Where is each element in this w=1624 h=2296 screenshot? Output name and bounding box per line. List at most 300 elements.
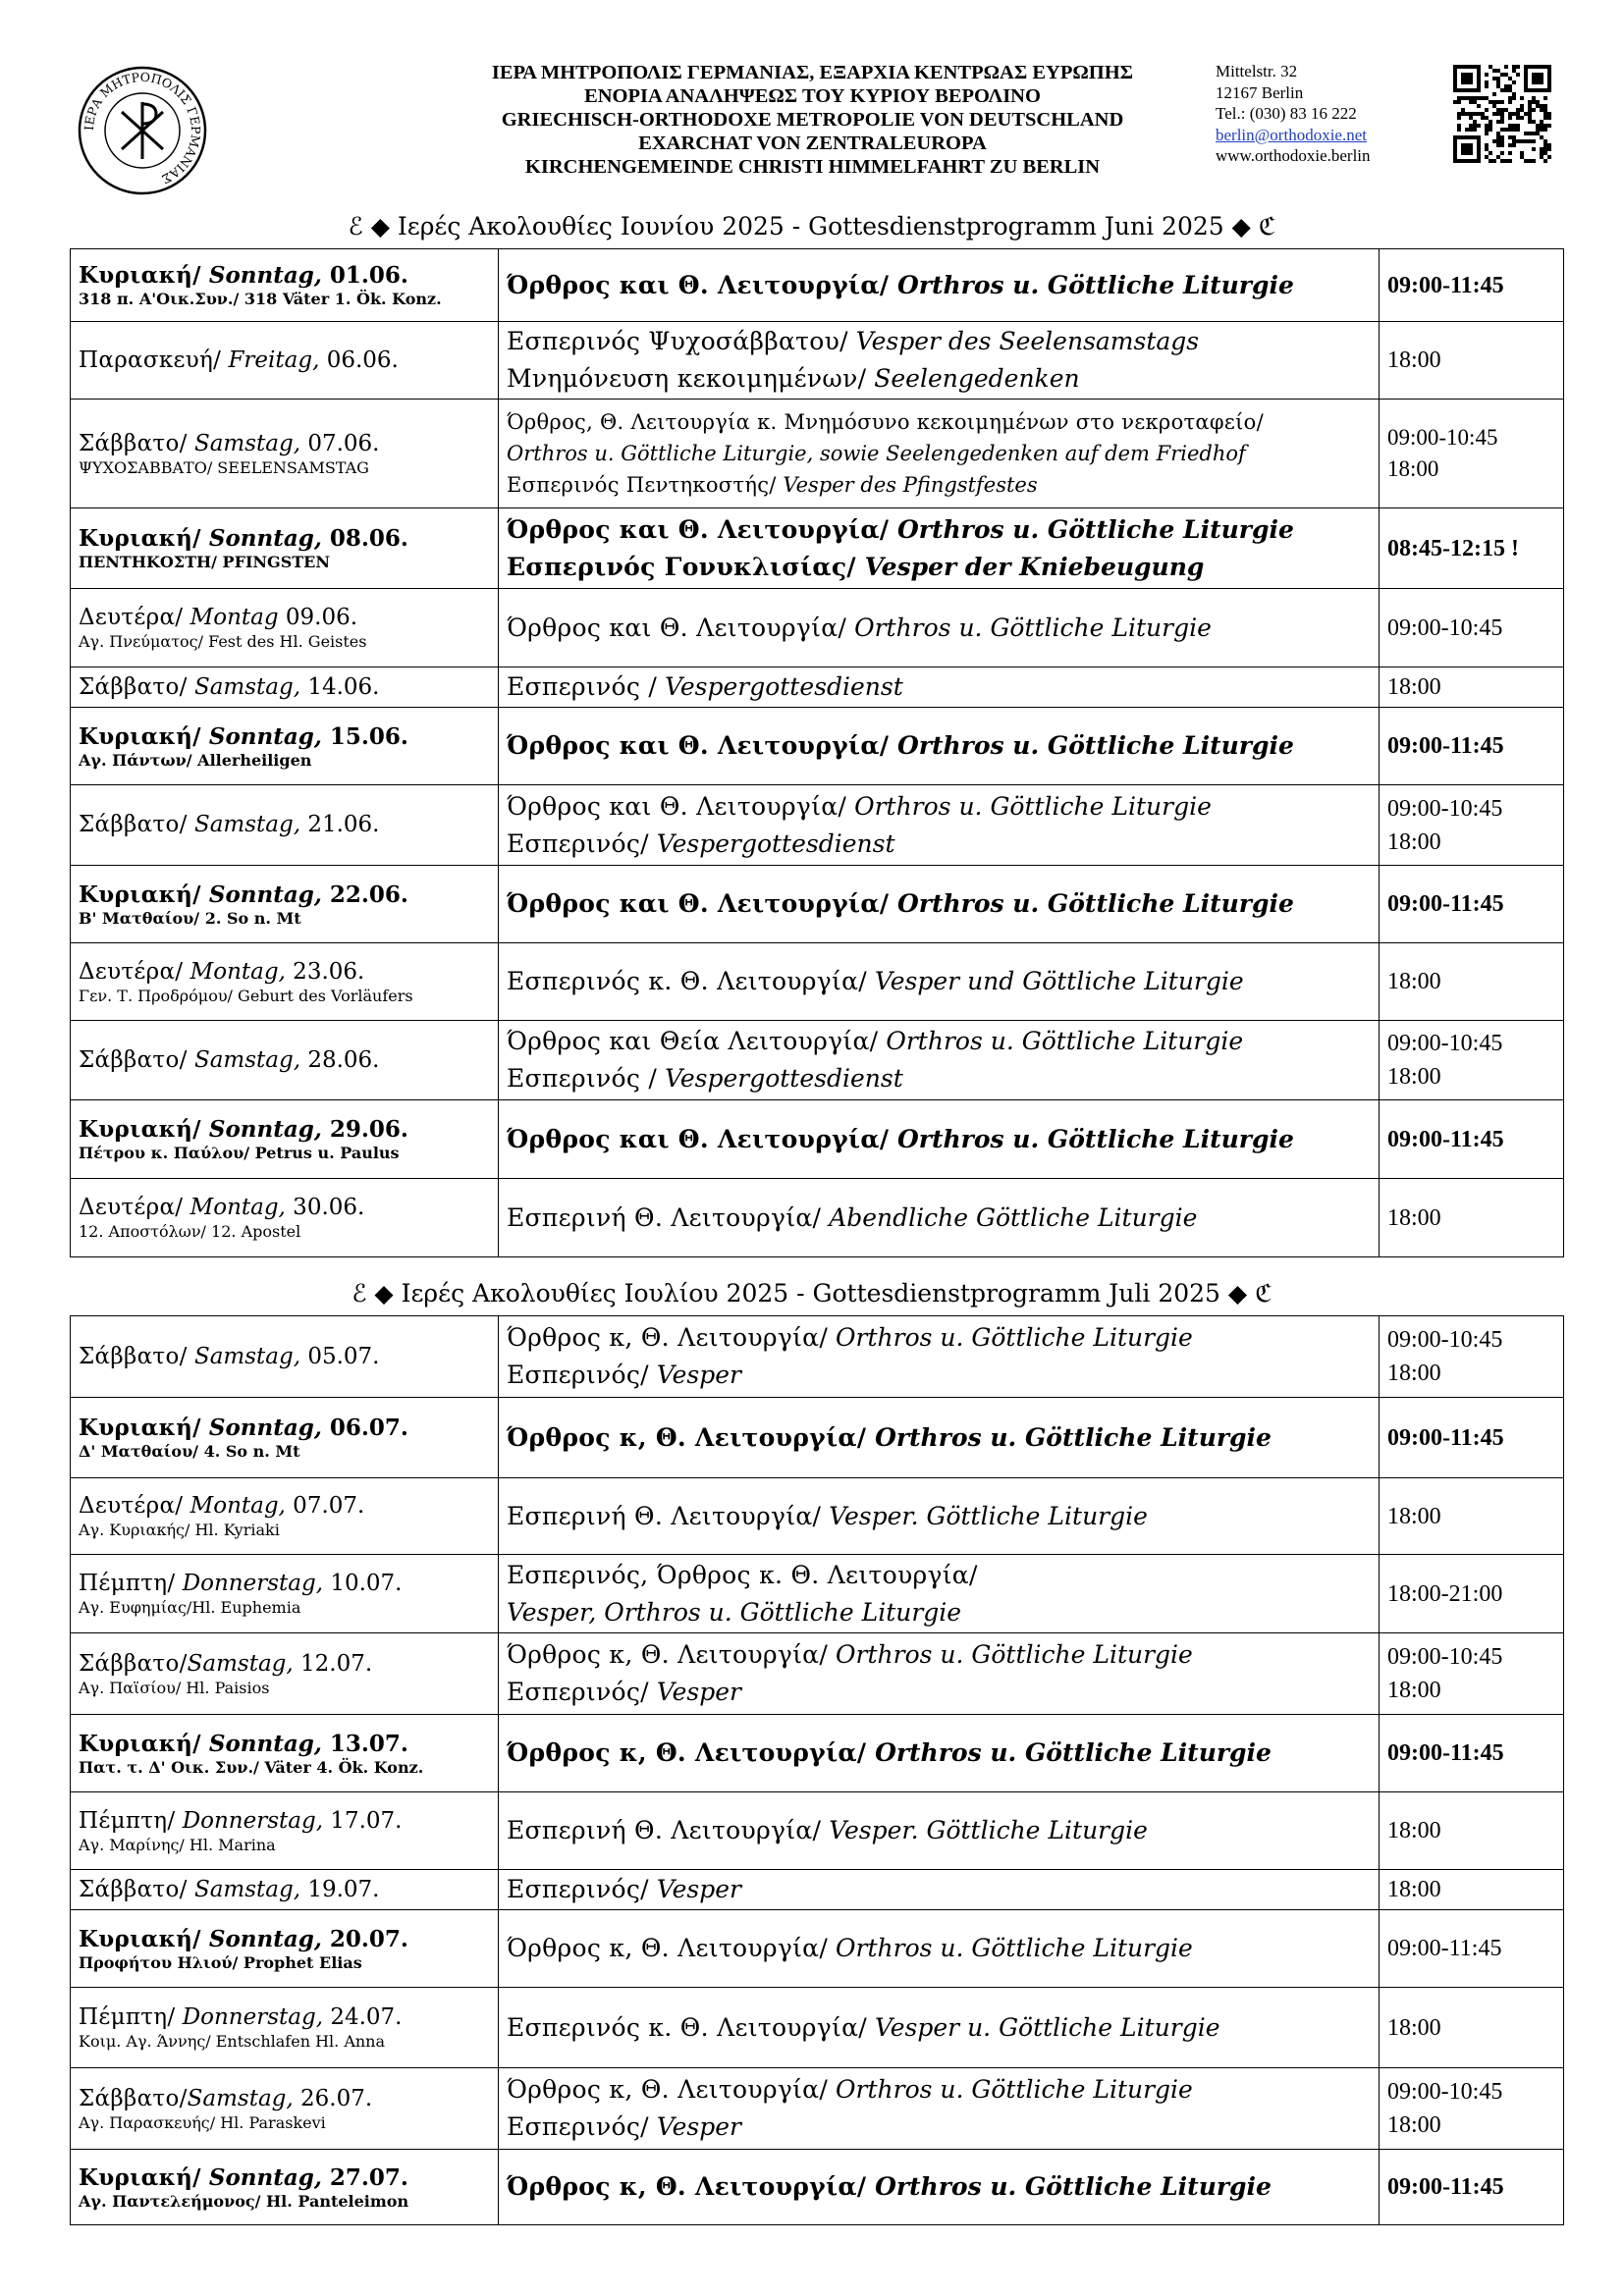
time-cell <box>1380 866 1564 943</box>
service-german: Orthros u. Göttliche Liturgie, sowie Seelengedenken auf dem Friedhof <box>507 442 1246 465</box>
service-cell <box>499 785 1380 866</box>
service-greek: Όρθρος και Θ. Λειτουργία/ <box>507 270 890 299</box>
service-cell <box>499 708 1380 785</box>
service-time: 09:00-10:45 <box>1387 795 1503 822</box>
day-german: Sonntag, <box>200 525 322 552</box>
day-german: Samstag, <box>187 430 301 456</box>
table-row <box>71 1316 1564 1398</box>
service-greek: Εσπερινή Θ. Λειτουργία/ <box>507 1501 822 1530</box>
day-german: Donnerstag, <box>175 2004 324 2030</box>
service-time: 18:00 <box>1387 347 1441 373</box>
service-german: Vesper und Göttliche Liturgie <box>867 967 1244 995</box>
service-greek: Όρθρος κ, Θ. Λειτουργία/ <box>507 1323 829 1352</box>
day-german: Donnerstag, <box>175 1807 324 1834</box>
service-greek: Εσπερινός/ <box>507 1678 649 1706</box>
day-greek: Κυριακή/ <box>79 722 201 750</box>
feast-name: 318 π. Α'Οικ.Συν./ 318 Väter 1. Ök. Konz. <box>79 290 442 308</box>
date: 23.06. <box>285 958 365 985</box>
service-cell <box>499 866 1380 943</box>
date-cell <box>71 1792 499 1870</box>
service-greek: Εσπερινός / <box>507 672 658 701</box>
date: 07.07. <box>285 1493 365 1519</box>
service-cell <box>499 508 1380 589</box>
time-cell <box>1380 1478 1564 1555</box>
time-cell <box>1380 1021 1564 1100</box>
service-cell <box>499 1478 1380 1555</box>
service-cell <box>499 943 1380 1021</box>
date: 29.06. <box>321 1116 408 1143</box>
date-cell <box>71 1021 499 1100</box>
date-cell <box>71 1910 499 1988</box>
feast-name: Δ' Ματθαίου/ 4. So n. Mt <box>79 1442 300 1461</box>
section-title: ℰ ◆ Ιερές Ακολουθίες Ιουνίου 2025 - Gottesdienstprogramm Juni 2025 ◆ ℭ <box>348 212 1276 240</box>
date: 09.06. <box>278 605 358 630</box>
table-row <box>71 1100 1564 1179</box>
service-greek: Όρθρος και Θ. Λειτουργία/ <box>507 613 847 642</box>
service-german: Orthros u. Göttliche Liturgie <box>828 2075 1193 2104</box>
time-cell <box>1380 1398 1564 1478</box>
service-time: 18:00 <box>1387 1818 1441 1843</box>
day-greek: Δευτέρα/ <box>79 958 184 985</box>
feast-name: Αγ. Παντελεήμονος/ Hl. Panteleimon <box>79 2191 409 2211</box>
service-cell <box>499 589 1380 667</box>
service-german: Vespergottesdienst <box>648 828 895 858</box>
day-german: Montag, <box>183 1493 286 1519</box>
day-german: Sonntag, <box>200 1925 322 1952</box>
service-time: 18:00 <box>1387 1877 1441 1902</box>
date: 30.06. <box>285 1195 365 1220</box>
date: 24.07. <box>323 2004 403 2030</box>
service-cell <box>499 1715 1380 1792</box>
header-line: GRIECHISCH-ORTHODOXE METROPOLIE VON DEUTSCHLAND <box>501 109 1124 131</box>
service-german: Orthros u. Göttliche Liturgie <box>866 2172 1272 2201</box>
service-german: Orthros u. Göttliche Liturgie <box>828 1323 1193 1352</box>
day-greek: Σάββατο/ <box>79 1046 188 1073</box>
day-german: Sonntag, <box>200 262 322 289</box>
service-greek: Εσπερινός/ <box>507 1361 649 1389</box>
time-cell <box>1380 943 1564 1021</box>
time-cell <box>1380 1179 1564 1257</box>
header-line: ΕΝΟΡΙΑ ΑΝΑΛΗΨΕΩΣ ΤΟΥ ΚΥΡΙΟΥ ΒΕΡΟΛΙΝΟ <box>584 85 1041 107</box>
service-cell <box>499 1398 1380 1478</box>
service-german: Orthros u. Göttliche Liturgie <box>828 1640 1193 1669</box>
service-greek: Όρθρος και Θ. Λειτουργία/ <box>507 514 890 544</box>
date-cell <box>71 1715 499 1792</box>
service-german: Orthros u. Göttliche Liturgie <box>878 1027 1244 1055</box>
date: 14.06. <box>300 673 380 700</box>
time-cell <box>1380 1910 1564 1988</box>
date: 12.07. <box>293 1650 373 1677</box>
service-cell <box>499 1792 1380 1870</box>
service-cell <box>499 1555 1380 1633</box>
header-line: KIRCHENGEMEINDE CHRISTI HIMMELFAHRT ZU BERLIN <box>524 156 1101 178</box>
time-cell <box>1380 1870 1564 1910</box>
service-time: 18:00 <box>1387 2014 1441 2041</box>
table-row <box>71 1715 1564 1792</box>
day-german: Freitag, <box>221 347 320 373</box>
service-german: Orthros u. Göttliche Liturgie <box>889 889 1294 918</box>
date-cell <box>71 508 499 589</box>
service-time: 18:00 <box>1387 674 1441 700</box>
date-cell <box>71 322 499 400</box>
date: 15.06. <box>321 722 408 750</box>
service-german: Vesper <box>648 1361 741 1389</box>
day-greek: Σάββατο/ <box>79 1650 188 1677</box>
day-german: Sonntag, <box>200 1730 322 1757</box>
table-row <box>71 2150 1564 2225</box>
date: 08.06. <box>321 525 408 552</box>
day-german: Samstag, <box>187 1343 301 1369</box>
date-cell <box>71 2068 499 2150</box>
service-greek: Εσπερινός/ <box>507 2112 649 2141</box>
time-cell <box>1380 1100 1564 1179</box>
table-row <box>71 508 1564 589</box>
service-german: Orthros u. Göttliche Liturgie <box>866 1738 1272 1767</box>
day-greek: Πέμπτη/ <box>79 1807 176 1834</box>
day-german: Samstag, <box>187 1046 301 1073</box>
service-time: 09:00-11:45 <box>1387 891 1504 917</box>
service-german: Orthros u. Göttliche Liturgie <box>889 731 1294 760</box>
date: 20.07. <box>321 1925 408 1952</box>
header-line: EXARCHAT VON ZENTRALEUROPA <box>638 133 987 154</box>
service-cell <box>499 1179 1380 1257</box>
table-row <box>71 1870 1564 1910</box>
service-german: Vesper <box>648 1875 741 1903</box>
table-row <box>71 667 1564 708</box>
service-german: Vesper <box>648 1678 741 1706</box>
date: 21.06. <box>300 812 380 837</box>
time-cell <box>1380 2150 1564 2225</box>
time-cell <box>1380 2068 1564 2150</box>
metropolis-seal-logo <box>77 65 208 196</box>
service-time: 09:00-10:45 <box>1387 614 1503 641</box>
service-greek: Όρθρος και Θεία Λειτουργία/ <box>507 1027 879 1055</box>
feast-name: Αγ. Πνεύματος/ Fest des Hl. Geistes <box>79 632 367 651</box>
service-time: 08:45-12:15 ! <box>1387 535 1519 561</box>
contact-city: 12167 Berlin <box>1216 82 1304 102</box>
day-german: Sonntag, <box>200 881 322 908</box>
day-greek: Δευτέρα/ <box>79 605 184 630</box>
service-german: Vesper der Kniebeugung <box>855 552 1205 581</box>
service-greek: Όρθρος κ, Θ. Λειτουργία/ <box>507 1640 829 1669</box>
service-german: Vesper des Pfingstfestes <box>776 473 1038 497</box>
day-german: Sonntag, <box>200 722 322 750</box>
table-row <box>71 1021 1564 1100</box>
service-german: Vesper <box>648 2112 741 2141</box>
feast-name: Πατ. τ. Δ' Οικ. Συν./ Väter 4. Ök. Konz. <box>79 1757 424 1777</box>
time-cell <box>1380 1633 1564 1715</box>
service-time: 09:00-11:45 <box>1387 1126 1504 1152</box>
service-german: Vespergottesdienst <box>657 1064 903 1093</box>
service-cell <box>499 2068 1380 2150</box>
time-cell <box>1380 508 1564 589</box>
day-greek: Σάββατο/ <box>79 2085 188 2111</box>
table-row <box>71 1792 1564 1870</box>
day-german: Sonntag, <box>200 1116 322 1143</box>
feast-name: Κοιμ. Αγ. Άννης/ Entschlafen Hl. Anna <box>79 2032 386 2051</box>
date-cell <box>71 2150 499 2225</box>
table-row <box>71 1988 1564 2068</box>
time-cell <box>1380 1555 1564 1633</box>
service-german: Vesper. Göttliche Liturgie <box>821 1501 1148 1530</box>
day-german: Montag, <box>183 958 286 985</box>
date-cell <box>71 1870 499 1910</box>
time-cell <box>1380 1988 1564 2068</box>
service-cell <box>499 322 1380 400</box>
date: 22.06. <box>321 881 408 908</box>
service-greek: Όρθρος κ, Θ. Λειτουργία/ <box>507 1934 829 1962</box>
service-time: 09:00-10:45 <box>1387 425 1498 450</box>
header-line: ΙΕΡΑ ΜΗΤΡΟΠΟΛΙΣ ΓΕΡΜΑΝΙΑΣ, ΕΞΑΡΧΙΑ ΚΕΝΤΡΩΑΣ ΕΥΡΩΠΗΣ <box>491 62 1134 83</box>
date-cell <box>71 1316 499 1398</box>
service-german: Vesper des Seelensamstags <box>847 327 1200 355</box>
service-time: 18:00 <box>1387 2112 1441 2138</box>
service-cell <box>499 1021 1380 1100</box>
service-greek: Εσπερινός Πεντηκοστής/ <box>507 473 777 497</box>
time-cell <box>1380 667 1564 708</box>
feast-name: Προφήτου Ηλιού/ Prophet Elias <box>79 1952 362 1972</box>
feast-name: Αγ. Ευφημίας/Hl. Euphemia <box>79 1598 301 1617</box>
time-cell <box>1380 1792 1564 1870</box>
parish-header <box>432 61 1193 179</box>
date: 17.07. <box>323 1807 403 1834</box>
service-german: Orthros u. Göttliche Liturgie <box>889 270 1294 299</box>
date-cell <box>71 1988 499 2068</box>
date-cell <box>71 589 499 667</box>
service-time: 09:00-11:45 <box>1387 1936 1502 1961</box>
day-greek: Σάββατο/ <box>79 1876 188 1902</box>
service-time: 09:00-10:45 <box>1387 2079 1503 2105</box>
service-time: 09:00-11:45 <box>1387 2174 1504 2200</box>
service-cell <box>499 1988 1380 2068</box>
service-german: Vesper. Göttliche Liturgie <box>821 1816 1148 1844</box>
service-greek: Όρθρος και Θ. Λειτουργία/ <box>507 731 890 760</box>
date-cell <box>71 1478 499 1555</box>
service-time: 09:00-10:45 <box>1387 1031 1503 1056</box>
service-greek: Εσπερινός κ. Θ. Λειτουργία/ <box>507 2012 868 2042</box>
service-greek: Εσπερινός κ. Θ. Λειτουργία/ <box>507 967 868 995</box>
contact-website[interactable]: www.orthodoxie.berlin <box>1216 146 1371 165</box>
service-greek: Όρθρος και Θ. Λειτουργία/ <box>507 1124 890 1153</box>
date-cell <box>71 943 499 1021</box>
day-greek: Πέμπτη/ <box>79 2004 176 2030</box>
service-german: Vespergottesdienst <box>657 672 903 701</box>
feast-name: ΨΥΧΟΣΑΒΒΑΤΟ/ SEELENSAMSTAG <box>79 457 369 477</box>
table-row <box>71 708 1564 785</box>
service-german: Orthros u. Göttliche Liturgie <box>889 514 1294 544</box>
service-cell <box>499 1100 1380 1179</box>
table-row <box>71 322 1564 400</box>
day-german: Samstag, <box>187 1650 294 1677</box>
date-cell <box>71 866 499 943</box>
service-cell <box>499 249 1380 322</box>
service-german: Orthros u. Göttliche Liturgie <box>828 1934 1193 1962</box>
day-german: Samstag, <box>187 812 301 837</box>
date: 06.06. <box>319 347 399 373</box>
day-german: Sonntag, <box>200 1415 322 1441</box>
schedule-table <box>70 1315 1564 2225</box>
service-greek: Εσπερινός / <box>507 1064 658 1093</box>
service-greek: Εσπερινός/ <box>507 828 649 858</box>
service-time: 18:00 <box>1387 1361 1441 1386</box>
date-cell <box>71 1179 499 1257</box>
date: 10.07. <box>323 1571 403 1596</box>
service-time: 18:00 <box>1387 828 1441 855</box>
date-cell <box>71 708 499 785</box>
contact-block <box>1216 61 1371 167</box>
date-cell <box>71 1633 499 1715</box>
service-greek: Όρθρος, Θ. Λειτουργία κ. Μνημόσυνο κεκοιμημένων στο νεκροταφείο/ <box>507 410 1264 434</box>
day-greek: Κυριακή/ <box>79 1415 201 1441</box>
service-cell <box>499 667 1380 708</box>
service-time: 18:00 <box>1387 1204 1441 1231</box>
service-time: 09:00-10:45 <box>1387 1644 1503 1670</box>
schedule-table <box>70 248 1564 1257</box>
date-cell <box>71 400 499 508</box>
day-greek: Δευτέρα/ <box>79 1493 184 1519</box>
service-german: Vesper u. Göttliche Liturgie <box>867 2012 1220 2042</box>
time-cell <box>1380 589 1564 667</box>
service-greek: Όρθρος και Θ. Λειτουργία/ <box>507 791 847 821</box>
feast-name: Αγ. Πάντων/ Allerheiligen <box>79 750 312 770</box>
service-greek: Όρθρος κ, Θ. Λειτουργία/ <box>507 2075 829 2104</box>
date: 01.06. <box>321 262 408 289</box>
date-cell <box>71 785 499 866</box>
qr-code-icon <box>1453 65 1551 163</box>
service-greek: Εσπερινός Ψυχοσάββατου/ <box>507 327 848 355</box>
feast-name: 12. Αποστόλων/ 12. Apostel <box>79 1222 301 1241</box>
time-cell <box>1380 1715 1564 1792</box>
service-greek: Όρθρος κ, Θ. Λειτουργία/ <box>507 1422 867 1452</box>
table-row <box>71 400 1564 508</box>
contact-email-link[interactable]: berlin@orthodoxie.net <box>1216 125 1367 144</box>
service-greek: Εσπερινός, Όρθρος κ. Θ. Λειτουργία/ <box>507 1560 978 1589</box>
table-row <box>71 1555 1564 1633</box>
service-greek: Εσπερινή Θ. Λειτουργία/ <box>507 1202 822 1232</box>
day-german: Samstag, <box>187 1876 301 1902</box>
service-german: Orthros u. Göttliche Liturgie <box>846 791 1212 821</box>
service-time: 18:00 <box>1387 1678 1441 1703</box>
service-german: Vesper, Orthros u. Göttliche Liturgie <box>507 1597 962 1627</box>
day-greek: Κυριακή/ <box>79 1925 201 1952</box>
service-german: Orthros u. Göttliche Liturgie <box>866 1422 1272 1452</box>
day-german: Samstag, <box>187 673 301 700</box>
day-greek: Σάββατο/ <box>79 1343 188 1369</box>
service-time: 09:00-11:45 <box>1387 1424 1504 1451</box>
feast-name: Αγ. Κυριακής/ Hl. Kyriaki <box>79 1521 280 1539</box>
time-cell <box>1380 400 1564 508</box>
day-greek: Κυριακή/ <box>79 262 201 289</box>
date-cell <box>71 249 499 322</box>
day-german: Montag <box>183 605 279 630</box>
table-row <box>71 1633 1564 1715</box>
date: 06.07. <box>321 1415 408 1441</box>
svg-text:ΙΕΡΑ ΜΗΤΡΟΠΟΛΙΣ ΓΕΡΜΑΝΙΑΣ: ΙΕΡΑ ΜΗΤΡΟΠΟΛΙΣ ΓΕΡΜΑΝΙΑΣ <box>81 69 204 187</box>
feast-name: Πέτρου κ. Παύλου/ Petrus u. Paulus <box>79 1144 400 1162</box>
service-german: Abendliche Göttliche Liturgie <box>821 1202 1198 1232</box>
feast-name: Αγ. Μαρίνης/ Hl. Marina <box>79 1835 276 1854</box>
service-cell <box>499 1316 1380 1398</box>
service-greek: Εσπερινός Γονυκλισίας/ <box>507 552 856 581</box>
table-row <box>71 249 1564 322</box>
date-cell <box>71 1555 499 1633</box>
time-cell <box>1380 249 1564 322</box>
service-time: 18:00 <box>1387 1064 1441 1090</box>
service-time: 18:00 <box>1387 1503 1441 1529</box>
section-title: ℰ ◆ Ιερές Ακολουθίες Ιουλίου 2025 - Gottesdienstprogramm Juli 2025 ◆ ℭ <box>352 1279 1272 1308</box>
day-german: Sonntag, <box>200 2163 322 2191</box>
day-greek: Κυριακή/ <box>79 1730 201 1757</box>
contact-phone: Tel.: (030) 83 16 222 <box>1216 104 1357 123</box>
day-greek: Κυριακή/ <box>79 881 201 908</box>
service-greek: Εσπερινή Θ. Λειτουργία/ <box>507 1816 822 1844</box>
feast-name: Αγ. Παϊσίου/ Hl. Paisios <box>79 1678 270 1697</box>
time-cell <box>1380 785 1564 866</box>
day-greek: Κυριακή/ <box>79 1116 201 1143</box>
service-greek: Όρθρος κ, Θ. Λειτουργία/ <box>507 2172 867 2201</box>
day-german: Montag, <box>183 1195 286 1220</box>
time-cell <box>1380 1316 1564 1398</box>
day-german: Samstag, <box>187 2085 294 2111</box>
service-greek: Όρθρος κ, Θ. Λειτουργία/ <box>507 1738 867 1767</box>
service-german: Orthros u. Göttliche Liturgie <box>889 1124 1294 1153</box>
service-cell <box>499 1910 1380 1988</box>
date: 05.07. <box>300 1343 380 1369</box>
feast-name: Αγ. Παρασκευής/ Hl. Paraskevi <box>79 2112 326 2132</box>
date: 26.07. <box>293 2085 373 2111</box>
service-cell <box>499 400 1380 508</box>
date-cell <box>71 1100 499 1179</box>
service-cell <box>499 1633 1380 1715</box>
day-greek: Σάββατο/ <box>79 812 188 837</box>
service-greek: Εσπερινός/ <box>507 1875 649 1903</box>
day-greek: Παρασκευή/ <box>79 347 222 373</box>
contact-street: Mittelstr. 32 <box>1216 62 1298 80</box>
service-german: Orthros u. Göttliche Liturgie <box>846 613 1212 642</box>
service-time: 18:00 <box>1387 456 1439 481</box>
service-time: 18:00-21:00 <box>1387 1580 1503 1607</box>
table-row <box>71 589 1564 667</box>
feast-name: Β' Ματθαίου/ 2. So n. Mt <box>79 908 301 928</box>
day-greek: Πέμπτη/ <box>79 1571 176 1596</box>
service-time: 09:00-10:45 <box>1387 1327 1503 1353</box>
date: 28.06. <box>300 1046 380 1073</box>
day-greek: Κυριακή/ <box>79 2163 201 2191</box>
service-cell <box>499 1870 1380 1910</box>
day-greek: Κυριακή/ <box>79 525 201 552</box>
date-cell <box>71 667 499 708</box>
day-greek: Σάββατο/ <box>79 673 188 700</box>
day-german: Donnerstag, <box>175 1571 324 1596</box>
table-row <box>71 785 1564 866</box>
service-time: 09:00-11:45 <box>1387 272 1504 298</box>
date: 19.07. <box>300 1876 380 1902</box>
table-row <box>71 1179 1564 1257</box>
time-cell <box>1380 322 1564 400</box>
service-german: Seelengedenken <box>866 364 1080 393</box>
feast-name: Γεν. Τ. Προδρόμου/ Geburt des Vorläufers <box>79 986 413 1005</box>
service-time: 09:00-11:45 <box>1387 1740 1504 1766</box>
table-row <box>71 943 1564 1021</box>
day-greek: Δευτέρα/ <box>79 1195 184 1220</box>
service-greek: Όρθρος και Θ. Λειτουργία/ <box>507 889 890 918</box>
table-row <box>71 1398 1564 1478</box>
feast-name: ΠΕΝΤΗΚΟΣΤΗ/ PFINGSTEN <box>79 553 330 571</box>
service-time: 09:00-11:45 <box>1387 733 1504 759</box>
date-cell <box>71 1398 499 1478</box>
date: 13.07. <box>321 1730 408 1757</box>
time-cell <box>1380 708 1564 785</box>
